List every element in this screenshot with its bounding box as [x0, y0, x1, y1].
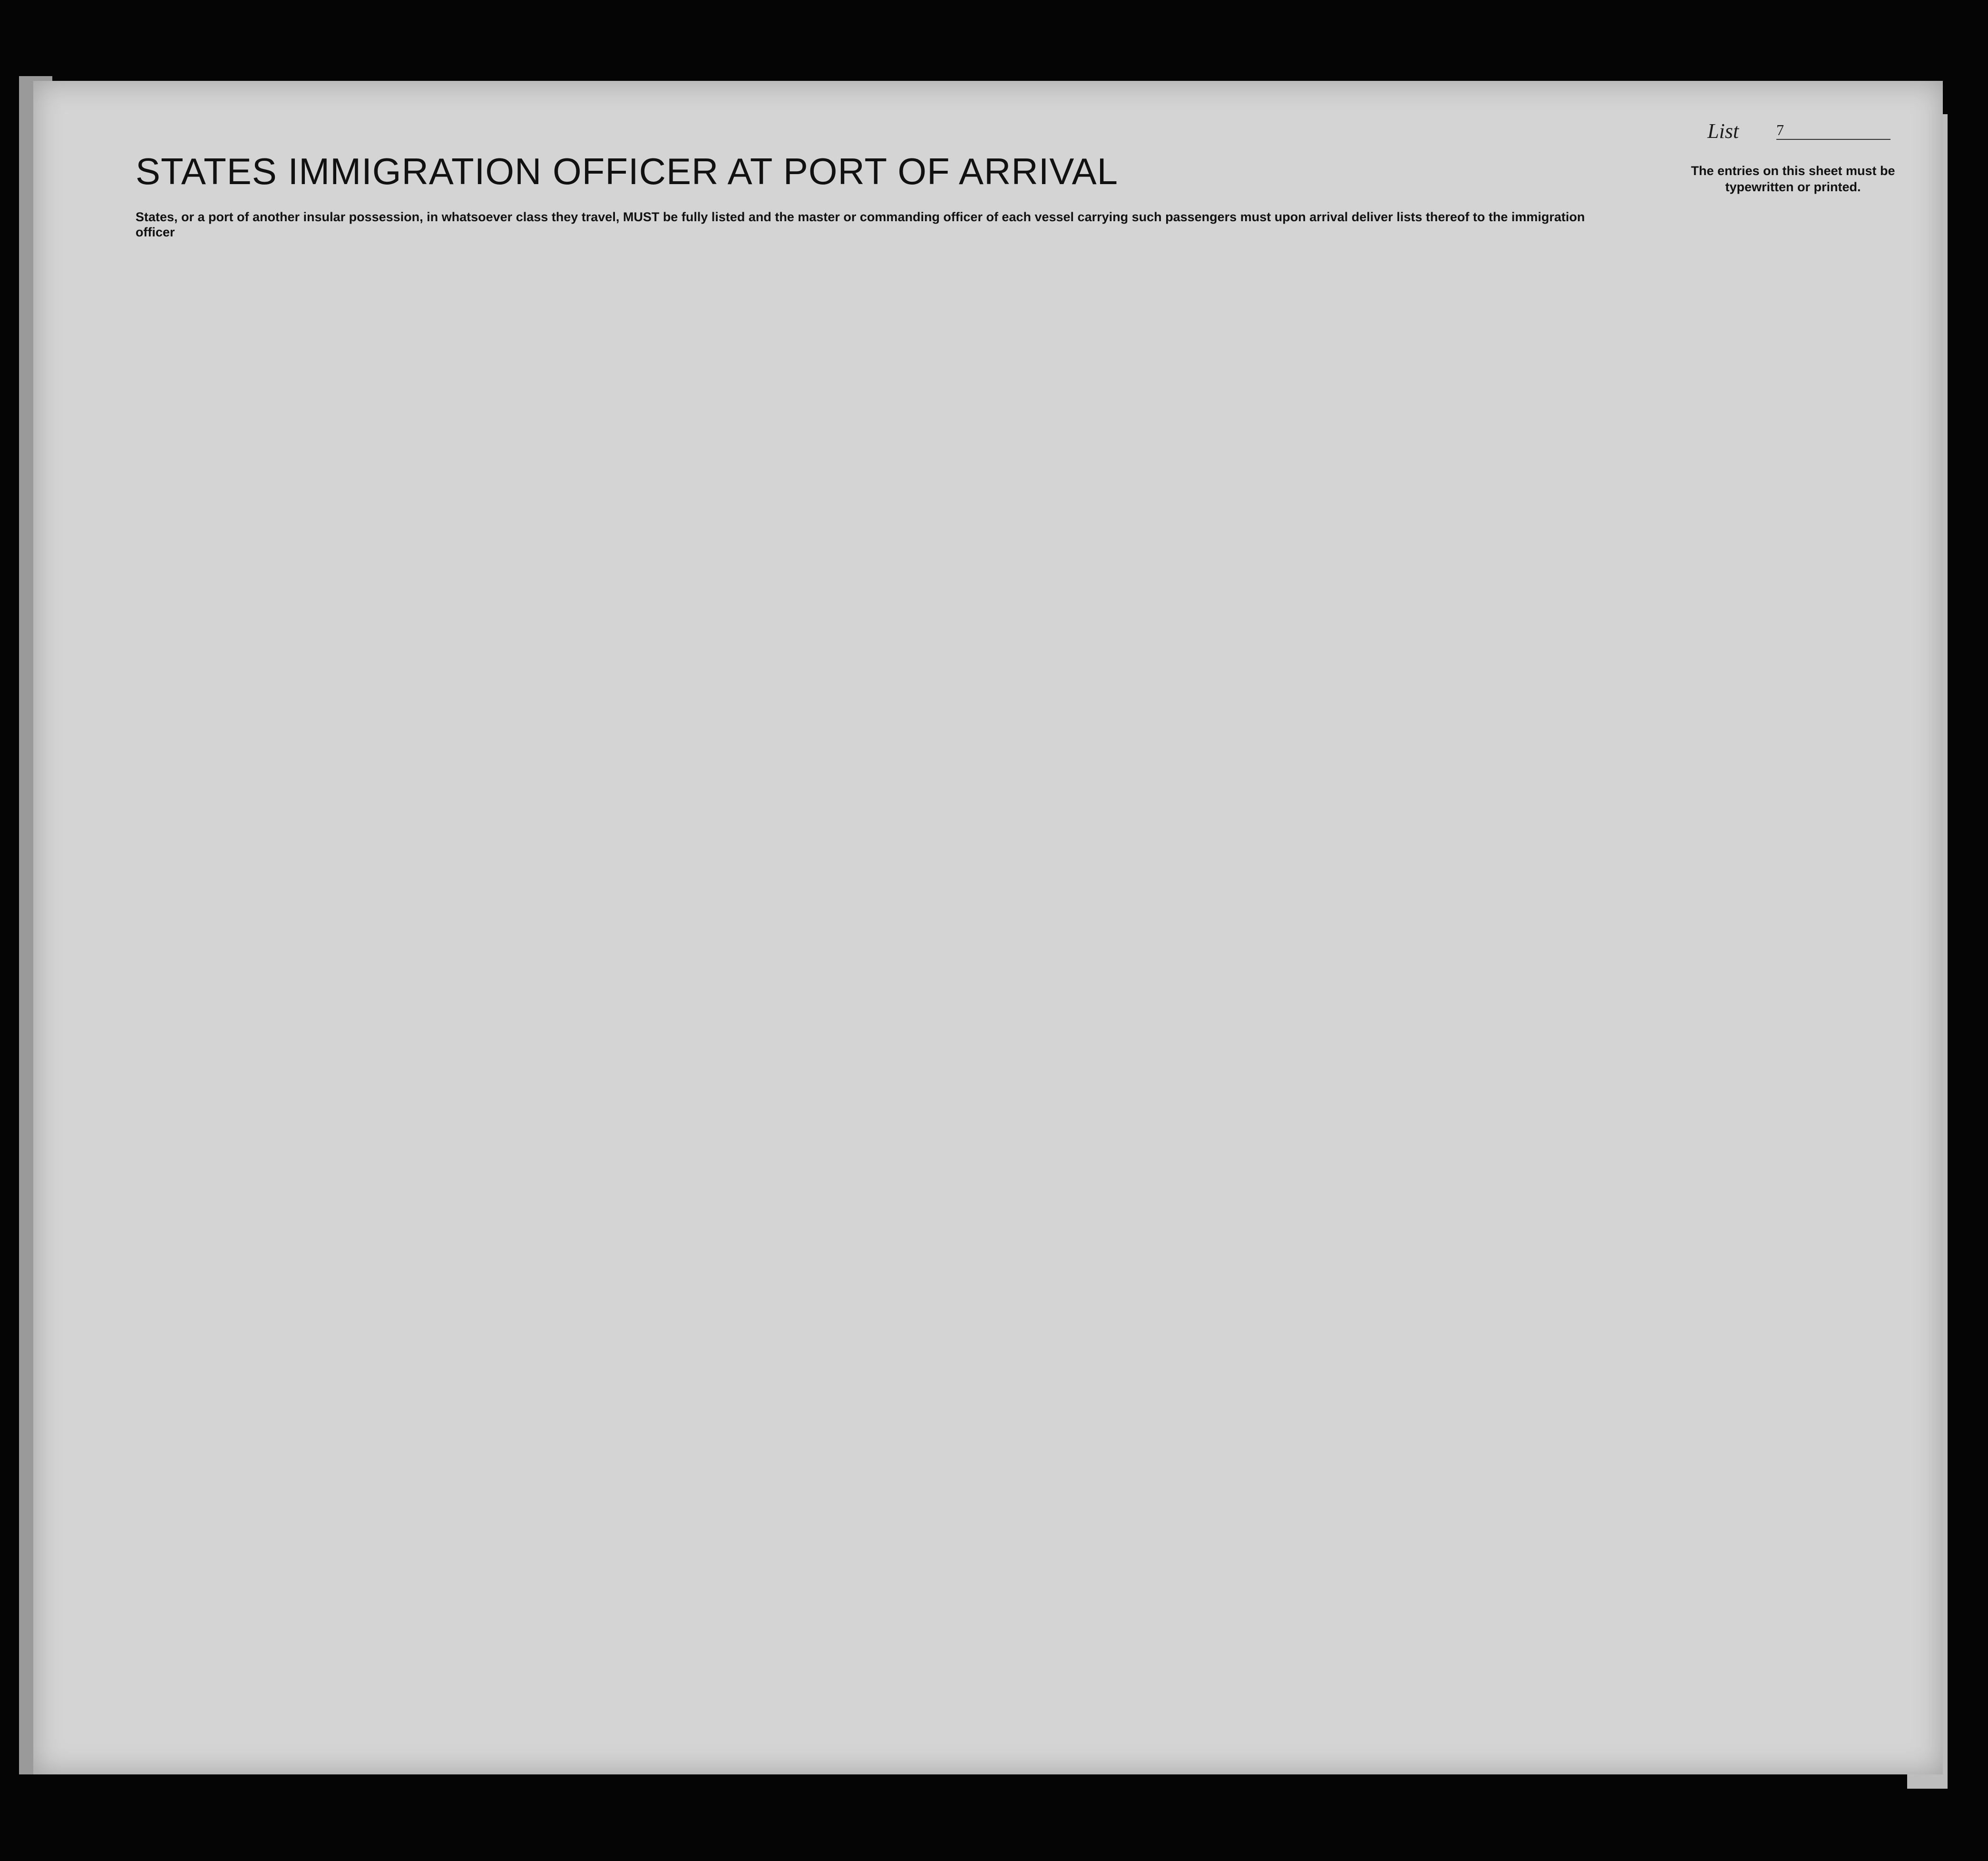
list-label: List	[1707, 119, 1739, 143]
instructions: States, or a port of another insular possession, in whatsoever class they travel, MUST be fully listed and the master or commanding officer of each vessel carrying such passengers must upon arrival deliver lists thereof to the immigration officer	[136, 210, 1585, 239]
page-title: STATES IMMIGRATION OFFICER AT PORT OF ARRIVAL	[136, 150, 1119, 192]
typewritten-note: The entries on this sheet must be typewritten or printed.	[1691, 164, 1895, 194]
manifest-sheet	[33, 81, 1943, 1774]
list-number: 7	[1776, 121, 1891, 140]
